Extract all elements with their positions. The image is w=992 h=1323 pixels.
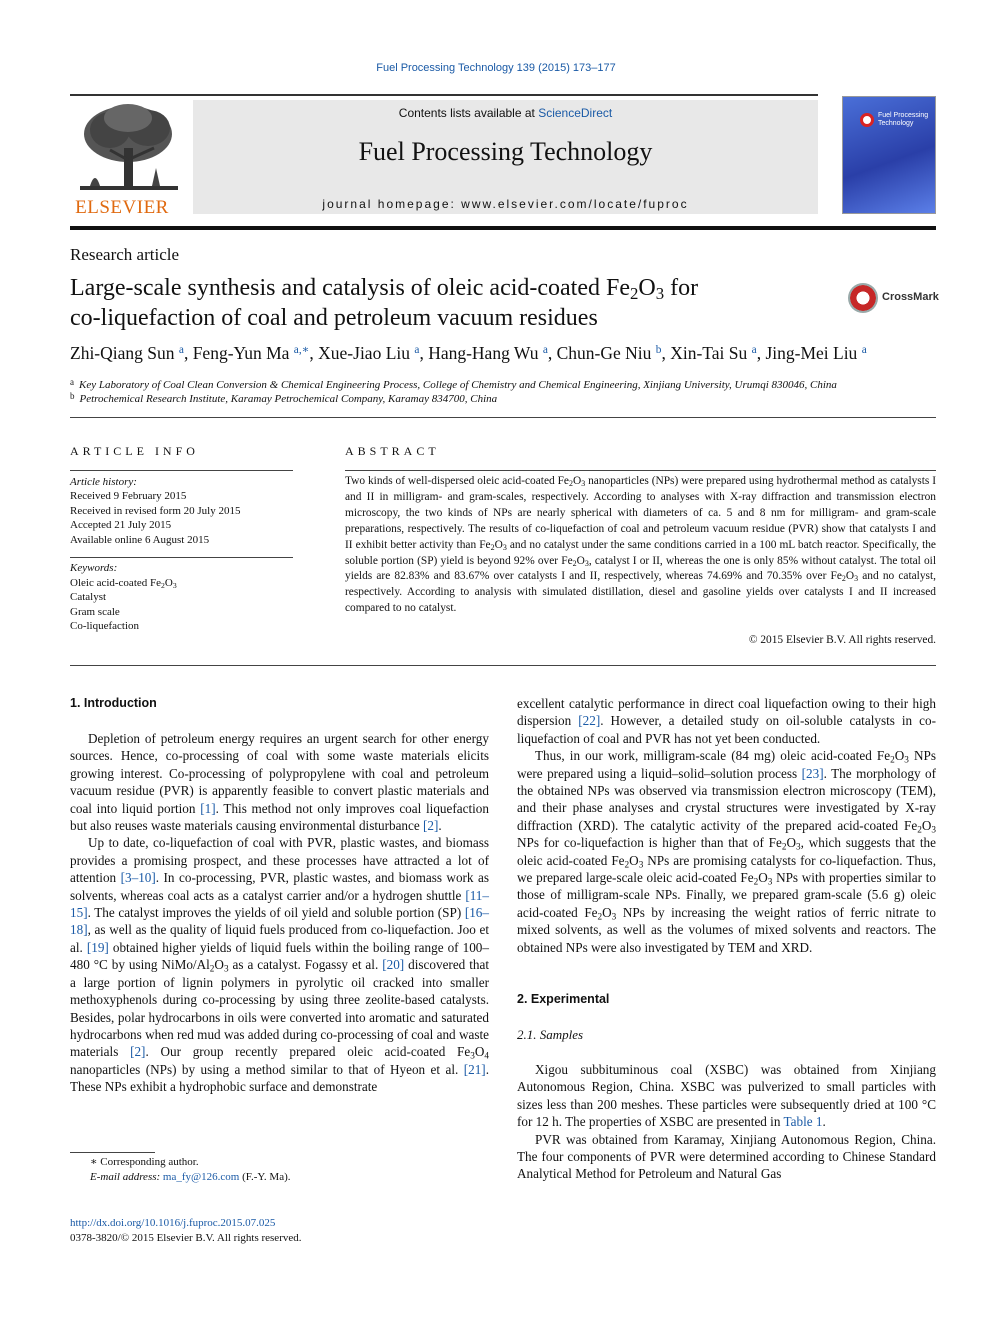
crossmark-label[interactable]: CrossMark — [882, 291, 939, 303]
keyword: Gram scale — [70, 605, 120, 618]
crossmark-icon[interactable] — [848, 283, 878, 313]
doi-link[interactable]: http://dx.doi.org/10.1016/j.fuproc.2015.07.025 — [70, 1217, 276, 1229]
citation-link[interactable]: [1] — [200, 800, 216, 816]
subsection-heading-samples: 2.1. Samples — [517, 1027, 584, 1042]
samples-body — [517, 1061, 936, 1183]
author-name[interactable]: Zhi-Qiang Sun — [70, 343, 175, 363]
divider — [70, 470, 293, 471]
author-name[interactable]: Feng-Yun Ma — [192, 343, 290, 363]
received-date: Received 9 February 2015 — [70, 490, 187, 503]
divider — [70, 557, 293, 558]
title-part: for — [664, 275, 699, 301]
revised-date: Received in revised form 20 July 2015 — [70, 504, 241, 517]
issn-line: 0378-3820/© 2015 Elsevier B.V. All rights reserved. — [70, 1232, 302, 1244]
table-link[interactable]: Table 1 — [783, 1114, 823, 1130]
header-rule — [70, 94, 818, 96]
author-name[interactable]: Xue-Jiao Liu — [318, 343, 411, 363]
paragraph: Up to date, co-liquefaction of coal with PVR, plastic wastes, and biomass provides a promising prospect, and these processes have attracted a lot of attention [3–10]. In co-processing, PVR, plastic wastes, and biomass work as solvents, whereas coal acts as a catalyst carrier and/or a hydrogen shuttle [11–15]. The catalyst improves the yields of oil yield and soluble portion (SP) [16–18], as well as the quality of liquid fuels produced from co-liquefaction. Joo et al. [19] obtained higher yields of liquid fuels within the boiling range of 100–480 °C by using NiMo/$Al_2O_3$ as a catalyst. Fogassy et al. [20] discovered that a large portion of lignin polymers in pyrolytic oil cracked into smaller methoxyphenols during co-processing by using three zeolite-based catalysts. Besides, polar hydrocarbons in oils were converted into aromatic and saturated hydrocarbons when red mud was added during co-processing of coal and waste materials [2]. Our group recently prepared oleic acid-coated $Fe_3O_4$ nanoparticles (NPs) by using a method similar to that of Hyeon et al. [21]. These NPs exhibit a hydrophobic surface and demonstrate — [70, 835, 489, 1095]
section-heading-experimental: 2. Experimental — [517, 992, 610, 1006]
citation-link[interactable]: [2] — [423, 818, 439, 834]
divider — [70, 665, 936, 666]
journal-cover-title: Fuel Processing Technology — [878, 112, 929, 127]
title-part: Large-scale synthesis and catalysis of oleic acid-coated Fe — [70, 275, 631, 301]
keywords — [70, 561, 293, 634]
affiliation-b — [70, 391, 497, 405]
introduction-body-continued — [517, 695, 936, 956]
sciencedirect-link[interactable]: ScienceDirect — [538, 106, 613, 120]
corresponding-author-note: ∗ Corresponding author. — [90, 1156, 199, 1168]
affiliation-letter: b — [70, 391, 75, 401]
title-subscript: 2 — [630, 284, 639, 304]
title-subscript: 3 — [655, 284, 665, 304]
article-info-heading: ARTICLE INFO — [70, 444, 199, 458]
copyright-notice: © 2015 Elsevier B.V. All rights reserved. — [748, 634, 936, 646]
article-type: Research article — [70, 245, 180, 264]
article-history — [70, 475, 293, 547]
accepted-date: Accepted 21 July 2015 — [70, 519, 172, 532]
affiliation-text: Petrochemical Research Institute, Karamay Petrochemical Company, Karamay 834700, China — [79, 393, 498, 405]
citation-link[interactable]: [23] — [801, 765, 824, 781]
introduction-body — [70, 730, 489, 1096]
journal-homepage[interactable]: journal homepage: www.elsevier.com/locate/fuproc — [322, 197, 689, 211]
doi-block — [70, 1216, 302, 1246]
citation-link[interactable]: [20] — [382, 957, 405, 973]
author-affiliation-mark[interactable]: b — [655, 343, 662, 356]
keyword-text: Oleic acid-coated Fe — [70, 576, 162, 589]
divider — [70, 417, 936, 418]
abstract-heading: ABSTRACT — [345, 444, 440, 458]
citation-link[interactable]: [3–10] — [120, 870, 156, 886]
author-affiliation-mark[interactable]: a — [414, 343, 420, 356]
section-heading-introduction: 1. Introduction — [70, 696, 157, 710]
online-date: Available online 6 August 2015 — [70, 533, 210, 546]
abstract-text: Two kinds of well-dispersed oleic acid-coated $Fe_2O_3$ nanoparticles (NPs) were prepared using hydrothermal method as catalysts I and II in milligram- and gram-scales, respectively. According to analyses with X-ray diffraction and transmission electron microscopy, the two kinds of NPs are nearly spherical with diameters of ca. 5 and 8 nm for milligram- and gram-scale preparations, respectively. The results of co-liquefaction of coal and petroleum vacuum residue (PVR) show that catalysts I and II exhibit better activity than $Fe_2O_3$ and no catalyst under the same conditions carried in a 100 mL batch reactor. Specifically, the soluble portion (SP) yield is beyond 92% over $Fe_2O_3$, catalyst I or II, whereas the one is only 85% without catalyst. The total oil yields are 82.83% and 83.67% over catalysts I and II, respectively, whereas 74.69% and 70.35% over $Fe_2O_3$ and no catalyst, respectively. According to analysis with simulated distillation, diesel and gasoline yields over catalysts I and II increased compared to no catalyst. — [345, 475, 937, 615]
author-affiliation-mark[interactable]: a — [751, 343, 757, 356]
paragraph: Xigou subbituminous coal (XSBC) was obtained from Xinjiang Autonomous Region, China. XSBC was pulverized to small particles with sizes less than 200 meshes. These particles were subsequently dried at 100 °C for 12 h. The properties of XSBC are presented in Table 1. — [517, 1062, 936, 1130]
affiliation-a — [70, 377, 837, 391]
title-line-2: co-liquefaction of coal and petroleum vacuum residues — [70, 305, 598, 331]
paragraph: Thus, in our work, milligram-scale (84 mg) oleic acid-coated $Fe_2O_3$ NPs were prepared using a liquid–solid–solution process [23]. The morphology of the obtained NPs was observed via transmission electron microscopy (TEM), and their phase analyses and crystal structures were investigated by X-ray diffraction (XRD). The catalytic activity of the prepared acid-coated $Fe_2O_3$ NPs for co-liquefaction is higher than that of $Fe_2O_3$, which suggests that the oleic acid-coated $Fe_2O_3$ NPs are promising catalysts for co-liquefaction. Thus, we prepared large-scale oleic acid-coated $Fe_2O_3$ NPs with properties similar to those of milligram-scale NPs. Finally, we prepared gram-scale (5.6 g) oleic acid-coated $Fe_2O_3$ NPs by increasing the weight ratios of ferric nitrate to mixed solvents, as well as the volumes of mixed solvents and reactors. The obtained NPs were also investigated by TEM and XRD. — [517, 748, 937, 955]
footnote-rule — [70, 1152, 155, 1153]
keyword: Catalyst — [70, 591, 107, 604]
keyword: Co-liquefaction — [70, 620, 140, 633]
email-label: E-mail address: — [90, 1171, 163, 1183]
title-part: O — [638, 275, 656, 301]
citation-link[interactable]: [21] — [463, 1061, 486, 1077]
author-name[interactable]: Hang-Hang Wu — [428, 343, 539, 363]
author-name[interactable]: Xin-Tai Su — [670, 343, 748, 363]
keywords-label: Keywords: — [70, 562, 118, 574]
email-suffix: (F.-Y. Ma). — [239, 1171, 291, 1183]
paragraph: PVR was obtained from Karamay, Xinjiang Autonomous Region, China. The four components of PVR were determined according to Chinese Standard Analytical Method for Petroleum and Natural Gas — [517, 1131, 936, 1182]
email-line — [70, 1170, 291, 1185]
article-title — [70, 273, 770, 333]
divider — [345, 470, 936, 471]
paragraph: excellent catalytic performance in direct coal liquefaction owing to their high dispersion [22]. However, a detailed study on oil-soluble catalysts in co-liquefaction of coal and PVR has not yet been conducted. — [517, 696, 936, 746]
footnote — [70, 1155, 291, 1185]
citation-link[interactable]: [11–15] — [70, 887, 489, 921]
affiliation-text: Key Laboratory of Coal Clean Conversion & Chemical Engineering Process, College of Chemistry and Chemical Engineering, Xinjiang University, Urumqi 830046, China — [79, 379, 837, 391]
author-list: Zhi-Qiang Sun $^a$, Feng-Yun Ma $^{a,∗}$, Xue-Jiao Liu $^a$, Hang-Hang Wu $^a$, Chun-Ge Niu $^b$, Xin-Tai Su $^a$, Jing-Mei Liu $^a$ — [70, 343, 867, 363]
email-link[interactable]: ma_fy@126.com — [162, 1171, 240, 1183]
citation-link[interactable]: [2] — [130, 1044, 146, 1060]
author-affiliation-mark[interactable]: a — [861, 343, 867, 356]
contents-prefix: Contents lists available at — [398, 106, 539, 120]
header-thick-rule — [70, 226, 936, 230]
citation-link[interactable]: [22] — [578, 713, 601, 729]
journal-name: Fuel Processing Technology — [358, 137, 653, 166]
author-name[interactable]: Chun-Ge Niu — [556, 343, 652, 363]
keyword: Oleic acid-coated $Fe_2O_3$ — [70, 576, 177, 590]
history-label: Article history: — [70, 476, 137, 488]
author-affiliation-mark[interactable]: a — [178, 343, 184, 356]
citation-link[interactable]: [16–18] — [70, 905, 489, 938]
author-name[interactable]: Jing-Mei Liu — [765, 343, 858, 363]
journal-cover-icon — [860, 113, 874, 127]
journal-citation[interactable]: Fuel Processing Technology 139 (2015) 173–177 — [376, 62, 616, 74]
affiliation-letter: a — [70, 377, 74, 387]
elsevier-wordmark: ELSEVIER — [75, 197, 169, 218]
author-affiliation-mark[interactable]: a — [542, 343, 548, 356]
corresponding-author-text: Corresponding author. — [100, 1156, 199, 1168]
paragraph: Depletion of petroleum energy requires an urgent search for other energy sources. Hence, co-processing of coal with some waste materials elicits growing interest. Co-processing of polypropylene with coal and petroleum vacuum residue (PVR) is apparently feasible to convert plastic materials and coal into liquid portion [1]. This method not only improves coal liquefaction but also reuses waste materials causing environmental disturbance [2]. — [70, 731, 489, 834]
citation-link[interactable]: [19] — [86, 939, 109, 955]
author-affiliation-mark[interactable]: a,∗ — [293, 343, 310, 356]
contents-line — [193, 106, 818, 120]
